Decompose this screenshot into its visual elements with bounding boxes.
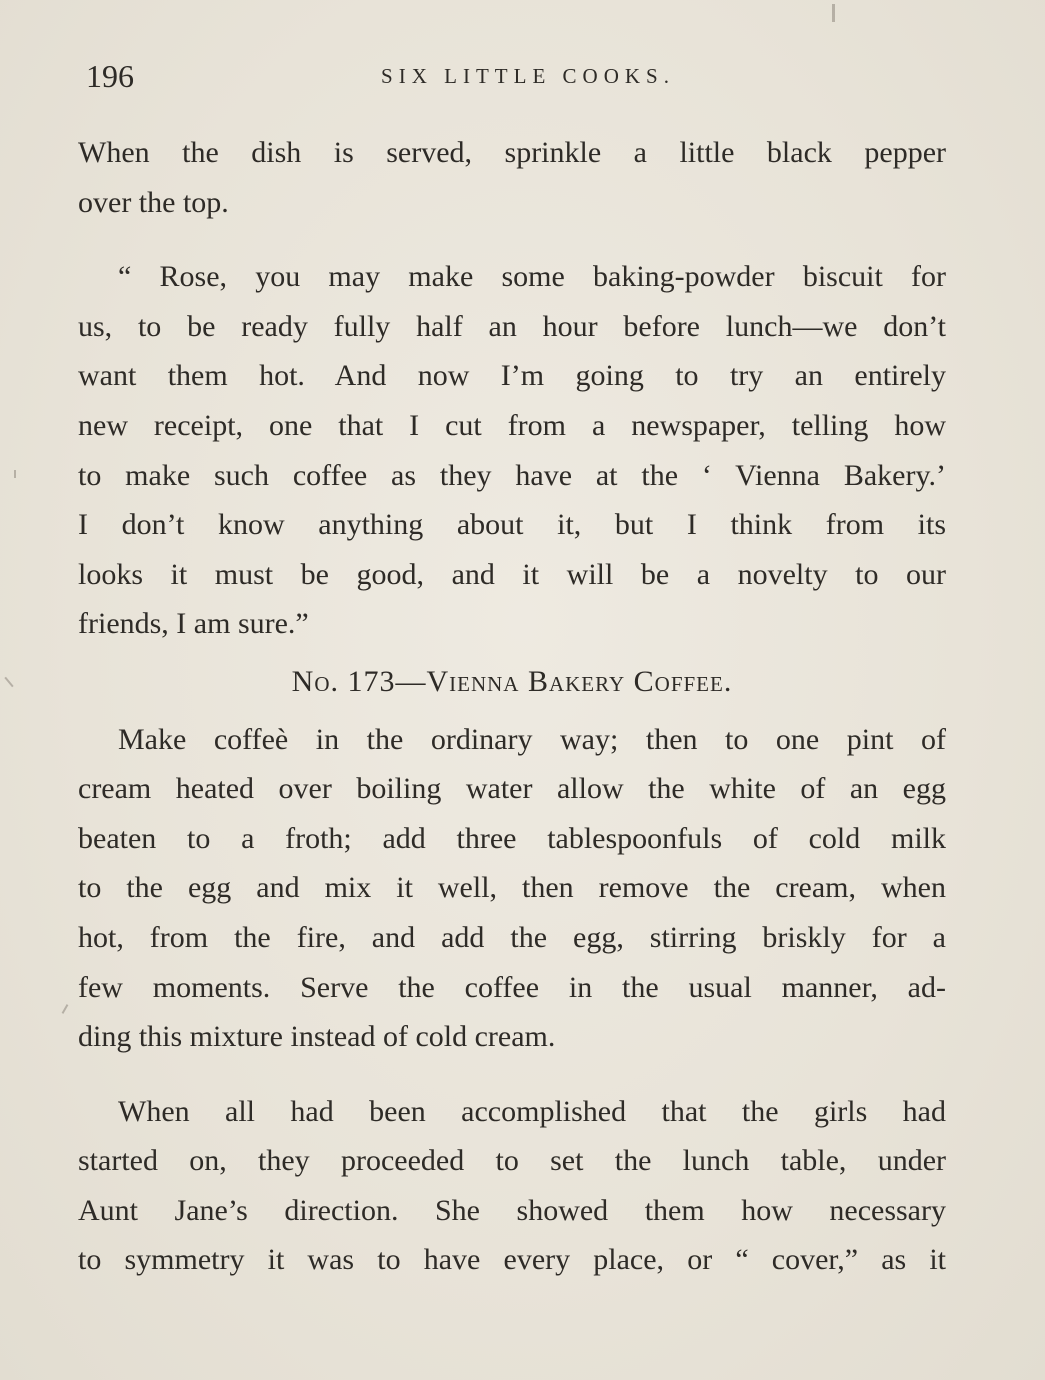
text-line: new receipt, one that I cut from a newspaper, telling how [78, 408, 946, 442]
page-header [80, 58, 946, 98]
text-line: want them hot. And now I’m going to try an entirely [78, 359, 946, 393]
paper-speck [62, 1004, 69, 1014]
text-line: hot, from the fire, and add the egg, stirring briskly for a [78, 920, 946, 954]
recipe-paragraph [78, 715, 946, 1062]
text-line: “ Rose, you may make some baking-powder biscuit for [118, 260, 946, 294]
running-head: SIX LITTLE COOKS. [381, 64, 675, 88]
text-line: us, to be ready fully half an hour before lunch—we don’t [78, 309, 946, 343]
paper-speck [4, 677, 13, 687]
paragraph [78, 1087, 946, 1285]
page-number: 196 [86, 58, 134, 94]
text-line: Make coffeè in the ordinary way; then to one pint of [118, 722, 946, 756]
text-line: looks it must be good, and it will be a novelty to our [78, 557, 946, 591]
text-line: I don’t know anything about it, but I think from its [78, 508, 946, 542]
text-line: over the top. [78, 185, 229, 219]
body-text [78, 128, 946, 1285]
text-line: few moments. Serve the coffee in the usual manner, ad- [78, 970, 946, 1004]
paragraph [78, 128, 946, 227]
recipe-heading [78, 657, 946, 707]
text-line: started on, they proceeded to set the lunch table, under [78, 1144, 946, 1178]
text-line: beaten to a froth; add three tablespoonfuls of cold milk [78, 821, 946, 855]
paragraph [78, 252, 946, 649]
text-line: to the egg and mix it well, then remove the cream, when [78, 871, 946, 905]
text-line: to symmetry it was to have every place, or “ cover,” as it [78, 1243, 946, 1277]
text-line: ding this mixture instead of cold cream. [78, 1020, 556, 1054]
paper-speck [14, 470, 16, 478]
text-line: friends, I am sure.” [78, 607, 309, 641]
text-line: When the dish is served, sprinkle a little black pepper [78, 136, 946, 169]
paper-speck [832, 4, 835, 22]
text-line: When all had been accomplished that the girls had [118, 1094, 946, 1128]
text-line: cream heated over boiling water allow the white of an egg [78, 772, 946, 806]
text-line: Aunt Jane’s direction. She showed them how necessary [78, 1193, 946, 1227]
text-line: to make such coffee as they have at the ‘ Vienna Bakery.’ [78, 458, 946, 492]
recipe-heading-text: No. 173—Vienna Bakery Coffee. [291, 664, 733, 698]
